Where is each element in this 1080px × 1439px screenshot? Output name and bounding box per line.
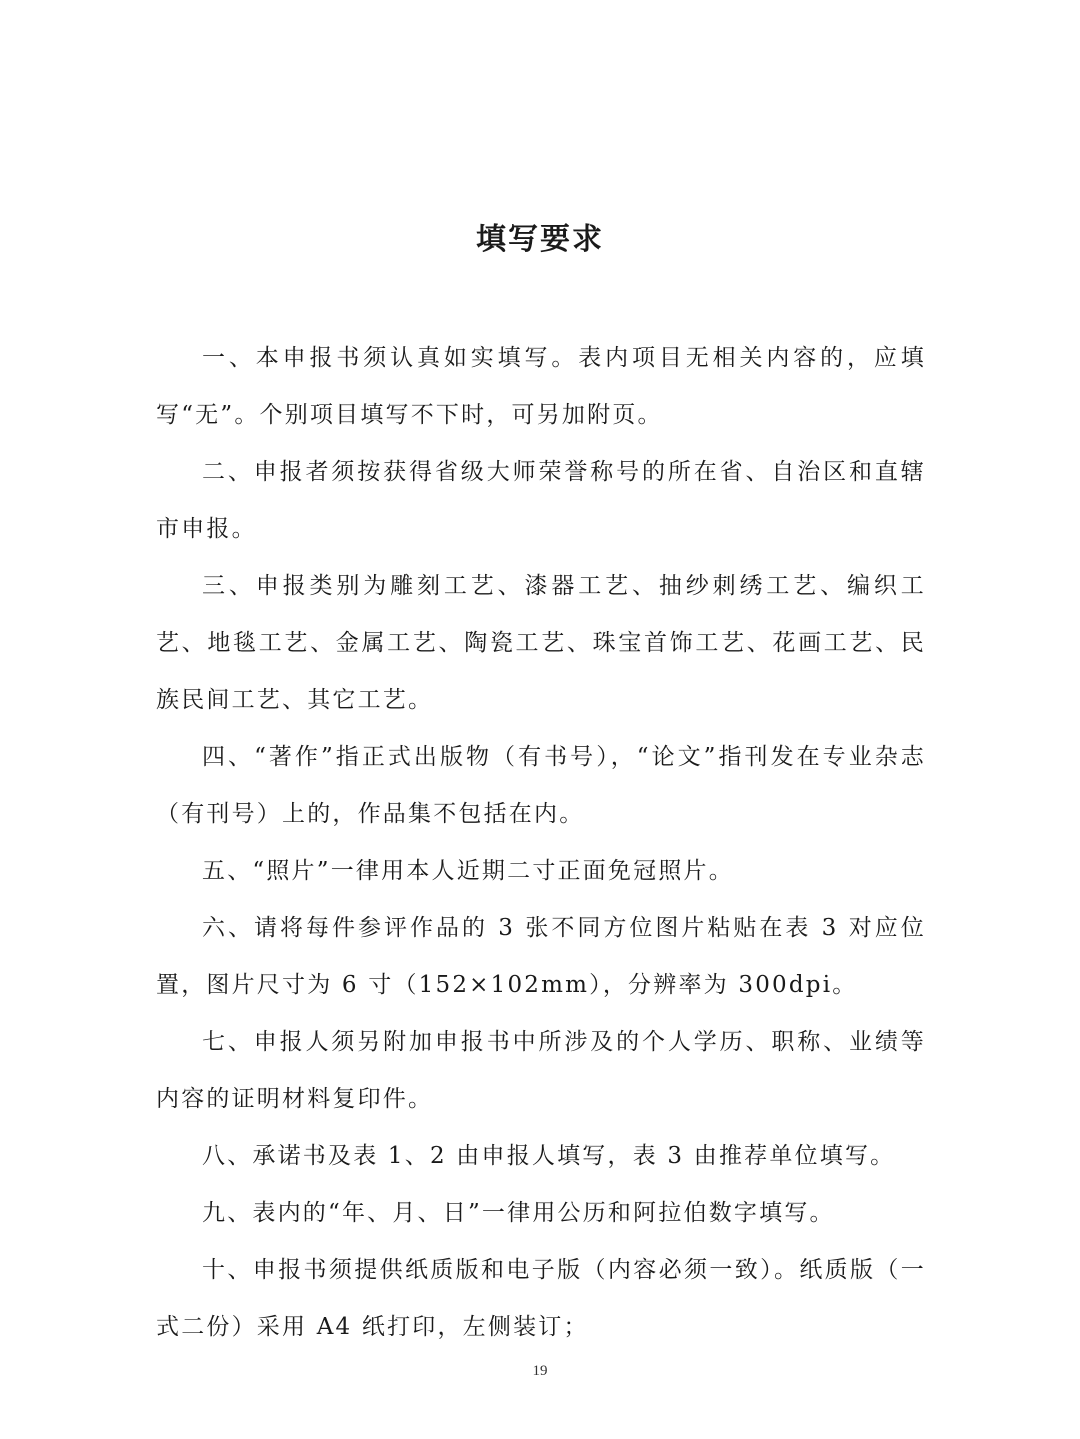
page-title: 填写要求 (476, 222, 604, 257)
requirement-item-4: 四、“著作”指正式出版物（有书号），“论文”指刊发在专业杂志（有刊号）上的，作品集不包括在内。 (156, 744, 926, 827)
requirement-item-5: 五、“照片”一律用本人近期二寸正面免冠照片。 (202, 858, 734, 884)
requirement-item-7: 七、申报人须另附加申报书中所涉及的个人学历、职称、业绩等内容的证明材料复印件。 (156, 1029, 926, 1112)
requirement-item-8: 八、承诺书及表 1、2 由申报人填写，表 3 由推荐单位填写。 (202, 1143, 896, 1169)
requirement-item-6: 六、请将每件参评作品的 3 张不同方位图片粘贴在表 3 对应位置，图片尺寸为 6 寸（152×102mm），分辨率为 300dpi。 (156, 915, 926, 998)
requirement-item-1: 一、本申报书须认真如实填写。表内项目无相关内容的，应填写“无”。个别项目填写不下时，可另加附页。 (156, 345, 926, 428)
requirement-item-10: 十、申报书须提供纸质版和电子版（内容必须一致）。纸质版（一式二份）采用 A4 纸打印，左侧装订； (156, 1257, 926, 1340)
page-number: 19 (532, 1363, 548, 1379)
requirements-list (156, 330, 926, 1356)
requirement-item-9: 九、表内的“年、月、日”一律用公历和阿拉伯数字填写。 (202, 1200, 835, 1226)
requirement-item-3: 三、申报类别为雕刻工艺、漆器工艺、抽纱刺绣工艺、编织工艺、地毯工艺、金属工艺、陶瓷工艺、珠宝首饰工艺、花画工艺、民族民间工艺、其它工艺。 (156, 573, 926, 713)
requirement-item-2: 二、申报者须按获得省级大师荣誉称号的所在省、自治区和直辖市申报。 (156, 459, 926, 542)
